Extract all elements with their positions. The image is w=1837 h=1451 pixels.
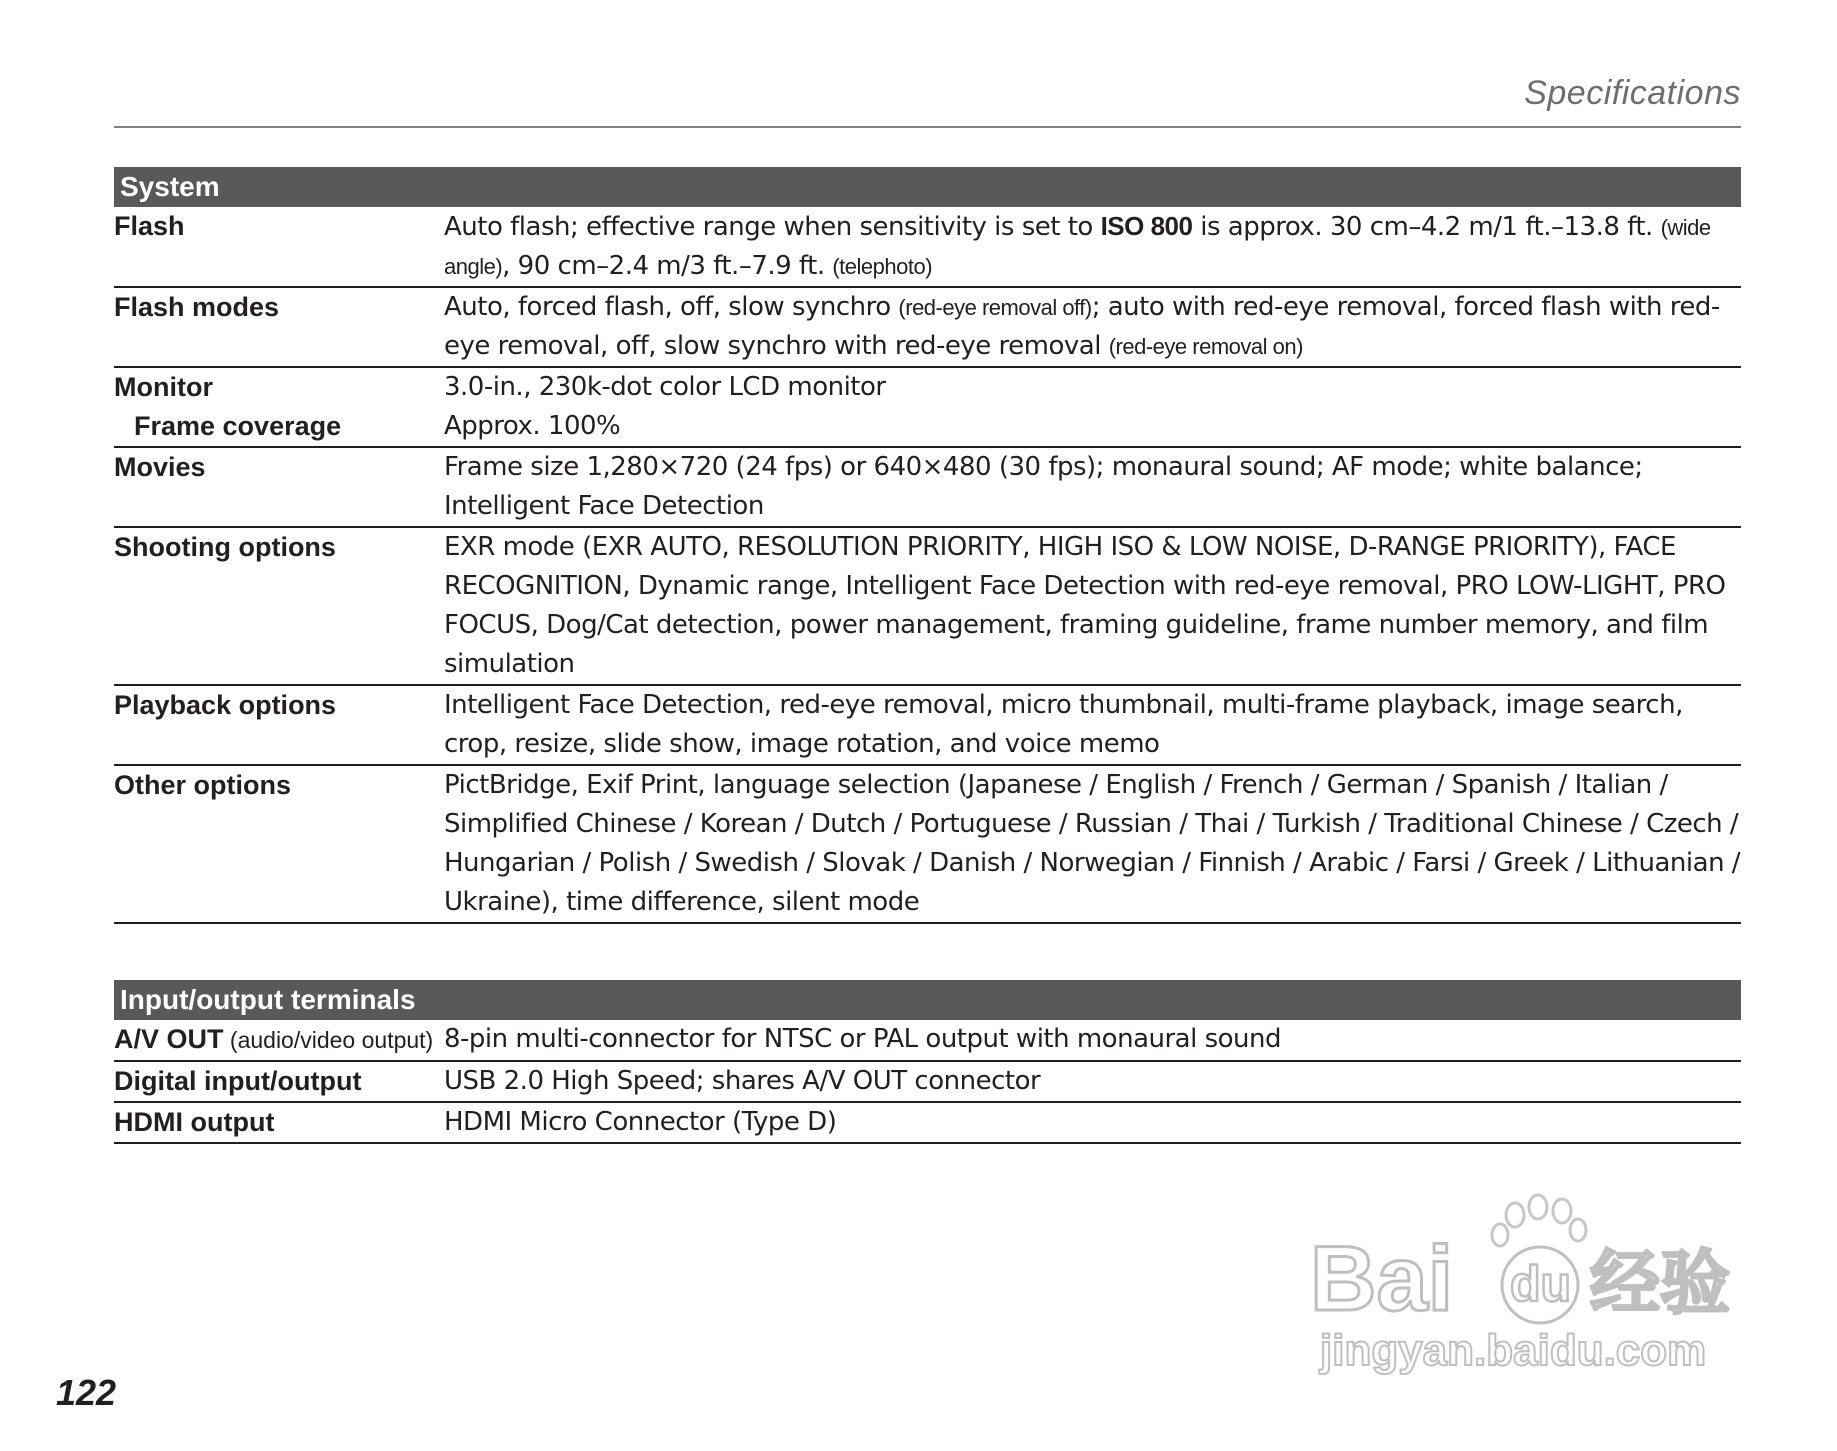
spec-label: A/V OUT (audio/video output) xyxy=(114,1024,434,1054)
section-header: Specifications xyxy=(1524,74,1741,112)
svg-text:jingyan.baidu.com: jingyan.baidu.com xyxy=(1320,1326,1707,1375)
spec-value: HDMI Micro Connector (Type D) xyxy=(444,1107,837,1137)
spec-row-monitor xyxy=(114,368,1741,448)
svg-text:du: du xyxy=(1510,1256,1572,1312)
monitor-value: 3.0-in., 230k-dot color LCD monitor xyxy=(444,372,886,402)
spec-value: Frame size 1,280×720 (24 fps) or 640×480 (30 fps); monaural sound; AF mode; white balance; Intelligent Face Detection xyxy=(444,452,1643,521)
spec-row-flash-modes xyxy=(114,288,1741,368)
spec-row-movies xyxy=(114,448,1741,528)
spec-value: PictBridge, Exif Print, language selection (Japanese / English / French / German / Spanish / Italian / Simplified Chinese / Korean / Dutch / Portuguese / Russian / Thai / Turkish / Traditional Chinese / Czech / Hungarian / Polish / Swedish / Slovak / Danish / Norwegian / Finnish / Arabic / Farsi / Greek / Lithuanian / Ukraine), time difference, silent mode xyxy=(444,770,1741,917)
baidu-watermark-logo xyxy=(1310,1185,1750,1385)
system-table xyxy=(114,167,1741,924)
spec-value: 8-pin multi-connector for NTSC or PAL output with monaural sound xyxy=(444,1024,1282,1054)
spec-row-av-out xyxy=(114,1020,1741,1062)
spec-row-other xyxy=(114,766,1741,924)
frame-coverage-value: Approx. 100% xyxy=(444,411,621,441)
io-table-title: Input/output terminals xyxy=(114,980,1741,1020)
spec-row-digital xyxy=(114,1062,1741,1103)
io-table xyxy=(114,980,1741,1144)
monitor-label: Monitor xyxy=(114,372,213,402)
spec-row-flash xyxy=(114,207,1741,288)
spec-value: Intelligent Face Detection, red-eye removal, micro thumbnail, multi-frame playback, image search, crop, resize, slide show, image rotation, and voice memo xyxy=(444,690,1683,759)
spec-label: Flash modes xyxy=(114,292,280,322)
spec-value: Auto flash; effective range when sensitivity is set to ISO 800 is approx. 30 cm–4.2 m/1 ft.–13.8 ft. (wide angle), 90 cm–2.4 m/3 ft.–7.9 ft. (telephoto) xyxy=(444,211,1711,281)
spec-row-playback xyxy=(114,686,1741,766)
spec-label: HDMI output xyxy=(114,1107,275,1137)
spec-label: Playback options xyxy=(114,690,337,720)
spec-value: EXR mode (EXR AUTO, RESOLUTION PRIORITY, HIGH ISO & LOW NOISE, D-RANGE PRIORITY), FACE RECOGNITION, Dynamic range, Intelligent Face Detection with red-eye removal, PRO LOW-LIGHT, PRO FOCUS, Dog/Cat detection, power management, framing guideline, frame number memory, and film simulation xyxy=(444,532,1726,679)
spec-value xyxy=(444,368,1741,446)
spec-row-hdmi xyxy=(114,1103,1741,1144)
spec-label: Shooting options xyxy=(114,532,336,562)
spec-value: USB 2.0 High Speed; shares A/V OUT connector xyxy=(444,1066,1041,1096)
svg-text:经验: 经验 xyxy=(1590,1242,1730,1324)
system-table-title: System xyxy=(114,167,1741,207)
spec-label: Digital input/output xyxy=(114,1066,362,1096)
header-rule xyxy=(114,126,1741,128)
spec-row-shooting xyxy=(114,528,1741,686)
spec-label xyxy=(114,368,444,446)
svg-text:Bai: Bai xyxy=(1310,1228,1454,1330)
spec-label: Movies xyxy=(114,452,206,482)
page-number: 122 xyxy=(56,1372,117,1413)
spec-label: Flash xyxy=(114,211,185,241)
spec-label: Other options xyxy=(114,770,291,800)
frame-coverage-label: Frame coverage xyxy=(134,411,342,441)
spec-value: Auto, forced flash, off, slow synchro (red-eye removal off); auto with red-eye removal, forced flash with red-eye removal, off, slow synchro with red-eye removal (red-eye removal on) xyxy=(444,292,1720,361)
